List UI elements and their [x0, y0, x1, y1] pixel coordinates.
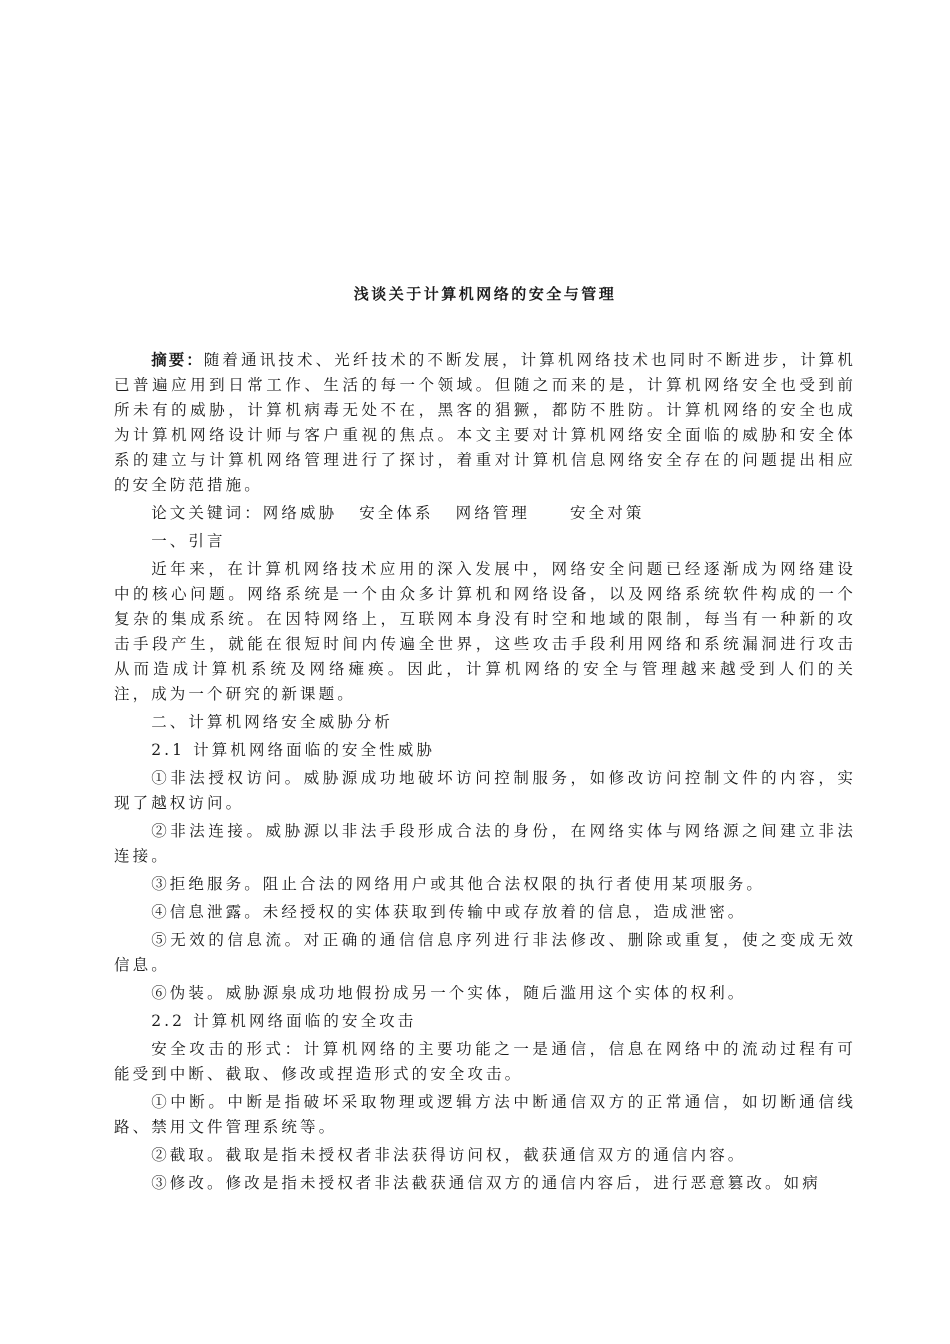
section-heading: 二、计算机网络安全威胁分析: [151, 713, 393, 731]
keyword-item: 安全体系: [359, 504, 434, 522]
section-heading: 一、引言: [151, 532, 226, 550]
abstract-text: 随着通讯技术、光纤技术的不断发展，计算机网络技术也同时不断进步，计算机已普遍应用到日常工作、生活的每一个领域。但随之而来的是，计算机网络安全也受到前所未有的威胁，计算机病毒无处不在，黑客的猖獗，都防不胜防。计算机网络的安全也成为计算机网络设计师与客户重视的焦点。本文主要对计算机网络安全面临的威胁和安全体系的建立与计算机网络管理进行了探讨，着重对计算机信息网络安全存在的问题提出相应的安全防范措施。: [114, 351, 856, 494]
body-paragraph: 安全攻击的形式：计算机网络的主要功能之一是通信，信息在网络中的流动过程有可能受到中断、截取、修改或捏造形式的安全攻击。: [114, 1040, 856, 1083]
keywords-line: [114, 501, 856, 526]
body-paragraph: ②非法连接。威胁源以非法手段形成合法的身份，在网络实体与网络源之间建立非法连接。: [114, 822, 856, 865]
abstract-label: 摘要：: [151, 351, 204, 369]
keyword-item: 网络威胁: [262, 504, 338, 522]
body-paragraph: ③拒绝服务。阻止合法的网络用户或其他合法权限的执行者使用某项服务。: [151, 875, 765, 893]
abstract-paragraph: [114, 348, 856, 498]
body-paragraph: ⑥伪装。威胁源泉成功地假扮成另一个实体，随后滥用这个实体的权利。: [151, 984, 747, 1002]
body-paragraph: 近年来，在计算机网络技术应用的深入发展中，网络安全问题已经逐渐成为网络建设中的核心问题。网络系统是一个由众多计算机和网络设备，以及网络系统软件构成的一个复杂的集成系统。在因特网络上，互联网本身没有时空和地域的限制，每当有一种新的攻击手段产生，就能在很短时间内传遍全世界，这些攻击手段利用网络和系统漏洞进行攻击从而造成计算机系统及网络瘫痪。因此，计算机网络的安全与管理越来越受到人们的关注，成为一个研究的新课题。: [114, 560, 856, 703]
body-paragraph: ①非法授权访问。威胁源成功地破坏访问控制服务，如修改访问控制文件的内容，实现了越权访问。: [114, 769, 856, 812]
body-paragraph: ⑤无效的信息流。对正确的通信信息序列进行非法修改、删除或重复，使之变成无效信息。: [114, 931, 856, 974]
keyword-item: 安全对策: [570, 504, 645, 522]
keywords-label: 论文关键词：: [151, 504, 263, 522]
document-title: 浅谈关于计算机网络的安全与管理: [353, 285, 617, 303]
subsection-heading: 2.1 计算机网络面临的安全性威胁: [151, 741, 435, 759]
body-paragraph: ②截取。截取是指未授权者非法获得访问权，截获通信双方的通信内容。: [151, 1146, 747, 1164]
body-paragraph: ④信息泄露。未经授权的实体获取到传输中或存放着的信息，造成泄密。: [151, 903, 747, 921]
body-paragraph: ①中断。中断是指破坏采取物理或逻辑方法中断通信双方的正常通信，如切断通信线路、禁用文件管理系统等。: [114, 1093, 856, 1136]
subsection-heading: 2.2 计算机网络面临的安全攻击: [151, 1012, 417, 1030]
body-paragraph: ③修改。修改是指未授权者非法截获通信双方的通信内容后，进行恶意篡改。如病: [151, 1174, 821, 1192]
document-page: [114, 280, 856, 1199]
keyword-item: 网络管理: [455, 504, 531, 522]
